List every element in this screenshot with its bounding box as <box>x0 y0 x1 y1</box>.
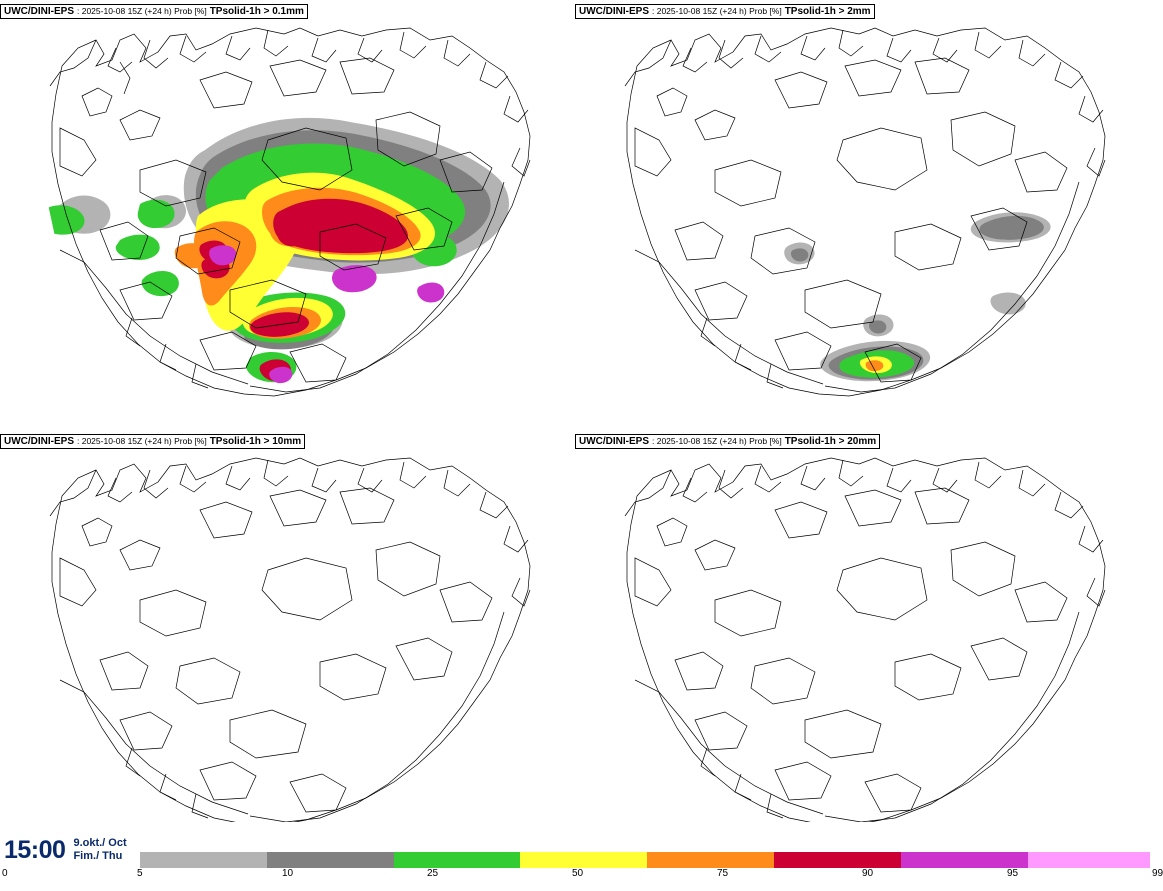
panel-variable-label: TPsolid-1h > 10mm <box>209 436 302 447</box>
map-1 <box>0 0 575 430</box>
colorbar-ticks <box>0 868 1163 884</box>
colorbar-segment <box>394 852 521 868</box>
probability-contours <box>36 118 509 383</box>
colorbar-segment <box>520 852 647 868</box>
colorbar-tick-label: 50 <box>572 868 584 879</box>
panel-title-4 <box>575 434 880 449</box>
panel-run-label: : 2025-10-08 15Z (+24 h) Prob [%] <box>652 6 782 16</box>
valid-date <box>73 837 126 863</box>
colorbar-tick-label: 10 <box>282 868 294 879</box>
map-4 <box>575 430 1150 860</box>
colorbar-tick-label: 90 <box>862 868 874 879</box>
footer <box>0 822 1163 891</box>
colorbar-segment <box>774 852 901 868</box>
valid-date-line2: Fim./ Thu <box>73 850 123 862</box>
colorbar-tick-label: 25 <box>427 868 439 879</box>
panel-model-label: UWC/DINI-EPS <box>4 6 74 17</box>
panel-run-label: : 2025-10-08 15Z (+24 h) Prob [%] <box>77 6 207 16</box>
panel-variable-label: TPsolid-1h > 2mm <box>784 6 871 17</box>
colorbar-tick-label: 5 <box>137 868 143 879</box>
panel-title-2 <box>575 4 875 19</box>
valid-time: 15:00 <box>4 835 66 864</box>
valid-date-line1: 9.okt./ Oct <box>73 837 127 849</box>
panel-variable-label: TPsolid-1h > 0.1mm <box>209 6 304 17</box>
map-panel-1[interactable] <box>0 0 575 430</box>
panel-run-label: : 2025-10-08 15Z (+24 h) Prob [%] <box>652 436 782 446</box>
colorbar-segment <box>267 852 394 868</box>
panel-variable-label: TPsolid-1h > 20mm <box>784 436 877 447</box>
coastline <box>625 458 1105 826</box>
colorbar-tick-label: 75 <box>717 868 729 879</box>
colorbar-zero-label: 0 <box>2 868 8 879</box>
colorbar <box>140 852 1150 868</box>
valid-time-box <box>0 830 140 870</box>
colorbar-segment <box>140 852 267 868</box>
map-panel-4[interactable] <box>575 430 1150 860</box>
coastline <box>50 458 530 826</box>
colorbar-tick-label: 95 <box>1007 868 1019 879</box>
map-panel-2[interactable] <box>575 0 1150 430</box>
colorbar-segment <box>901 852 1028 868</box>
colorbar-segment <box>647 852 774 868</box>
colorbar-segment <box>1028 852 1150 868</box>
panel-run-label: : 2025-10-08 15Z (+24 h) Prob [%] <box>77 436 207 446</box>
panel-model-label: UWC/DINI-EPS <box>579 6 649 17</box>
map-2 <box>575 0 1150 430</box>
colorbar-tick-label: 99 <box>1152 868 1163 879</box>
panel-title-1 <box>0 4 308 19</box>
panel-title-3 <box>0 434 305 449</box>
map-3 <box>0 430 575 860</box>
panel-model-label: UWC/DINI-EPS <box>4 436 74 447</box>
map-panel-3[interactable] <box>0 430 575 860</box>
coastline <box>625 28 1105 396</box>
panel-model-label: UWC/DINI-EPS <box>579 436 649 447</box>
